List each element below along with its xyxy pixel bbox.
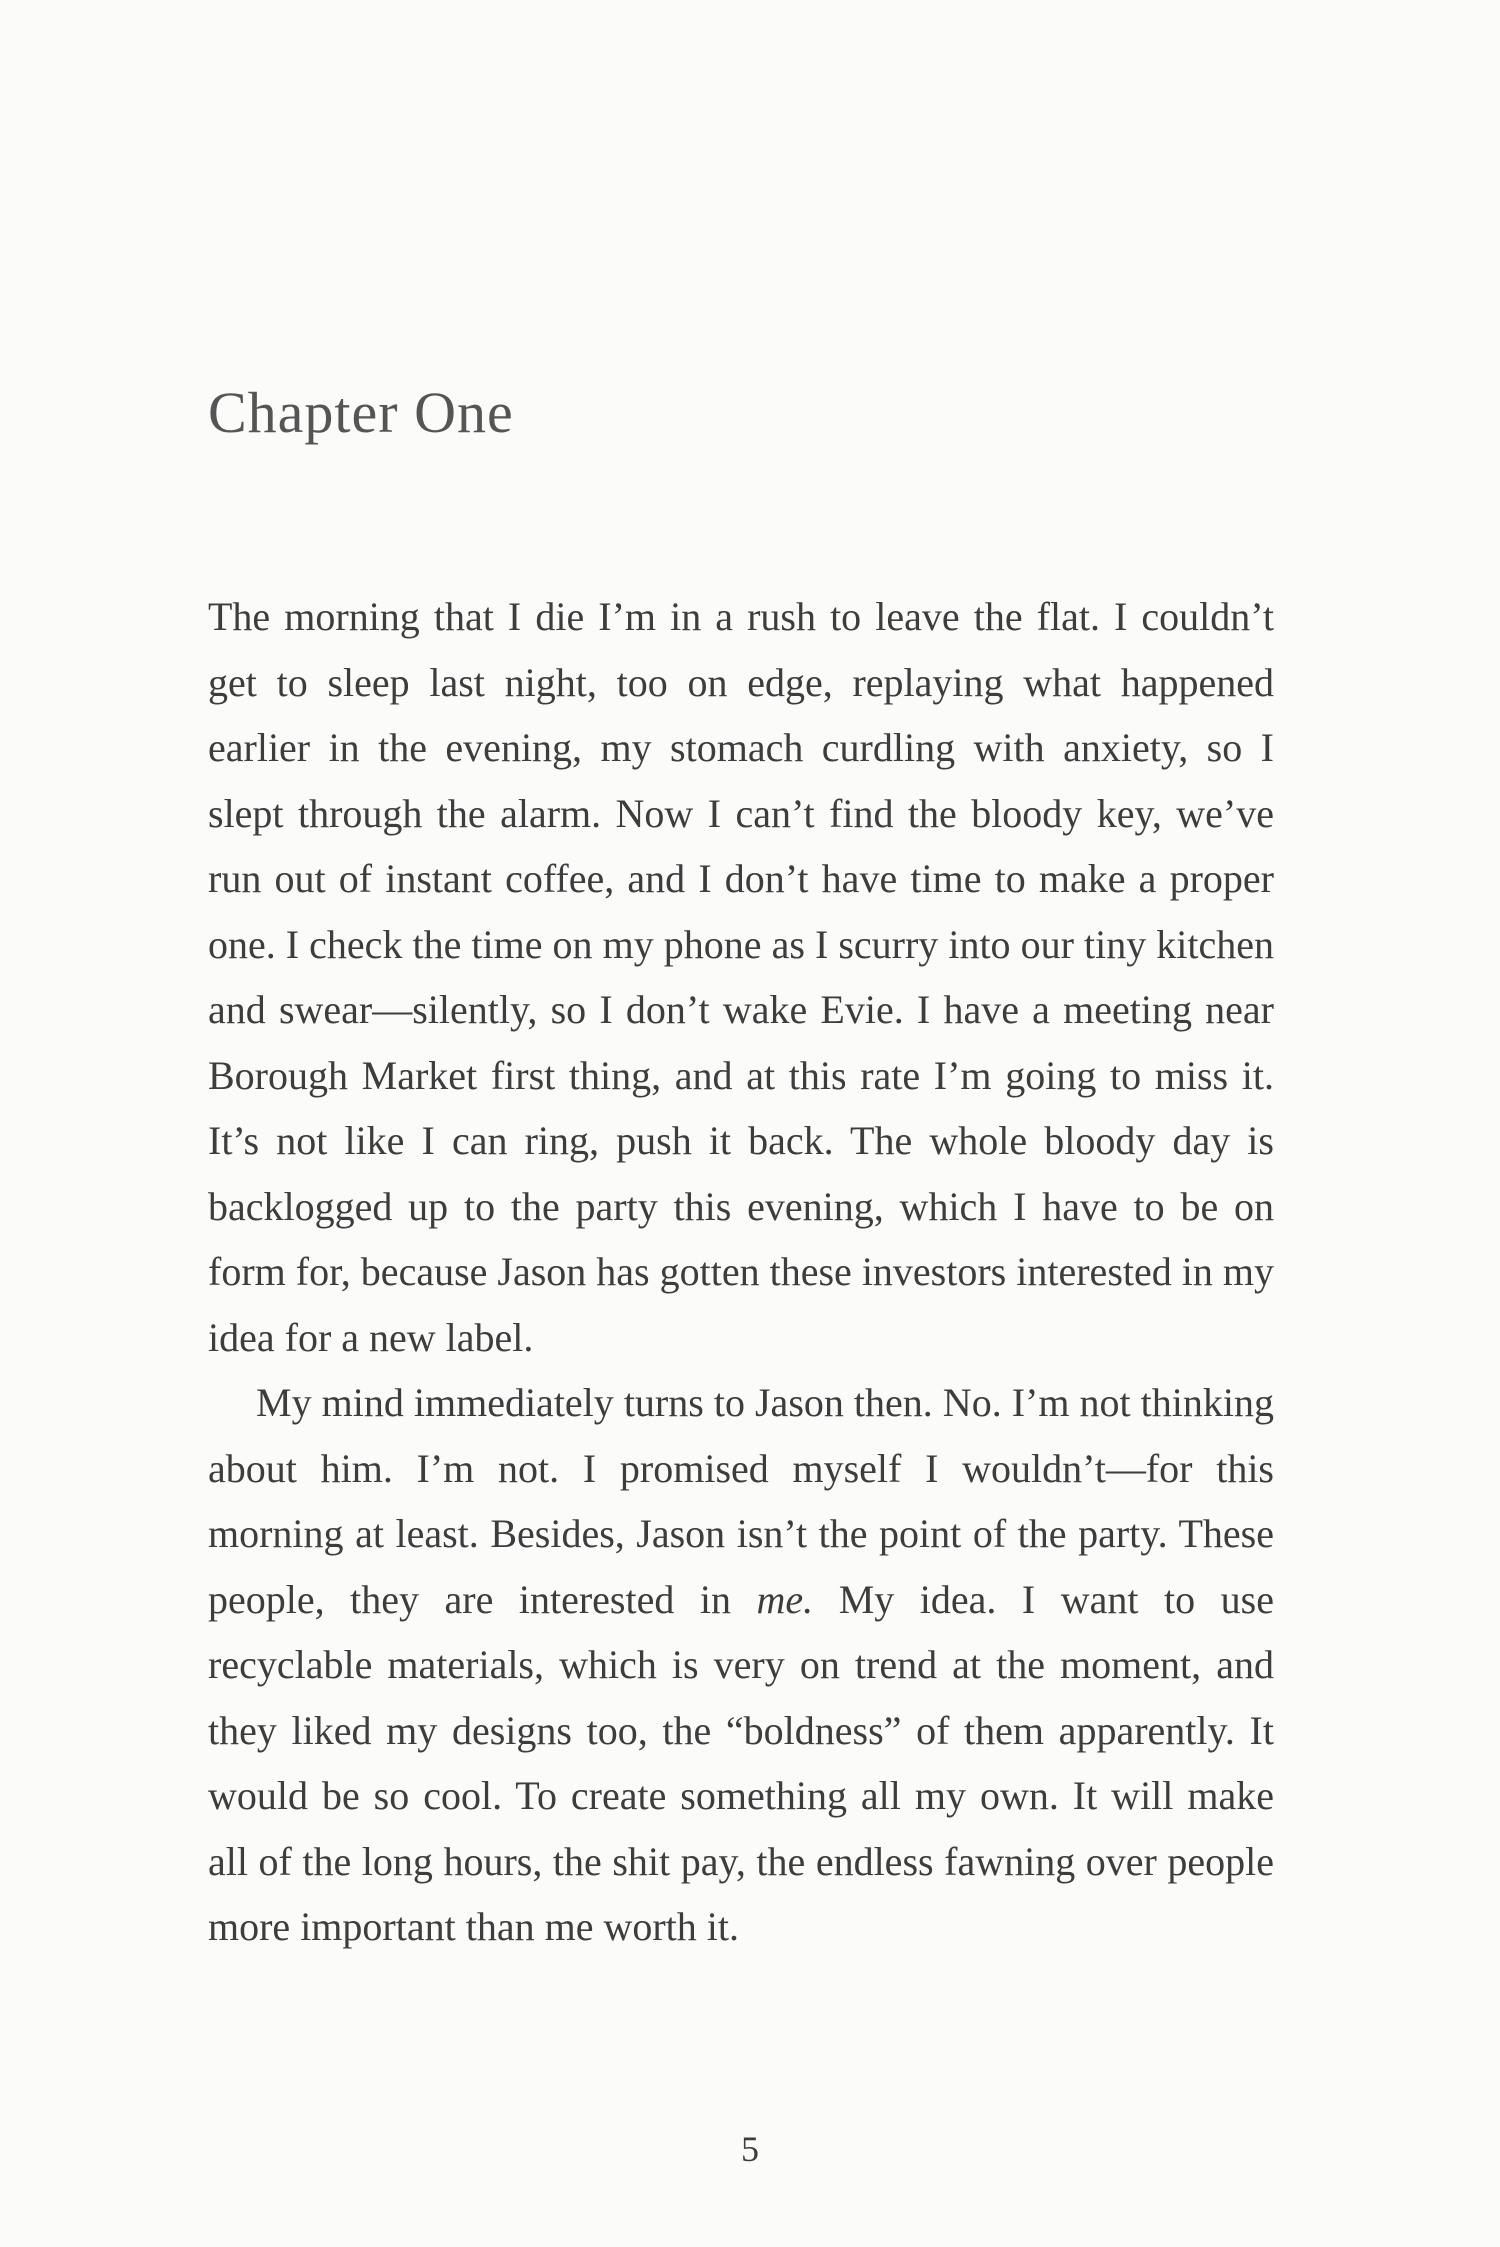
chapter-title: Chapter One [208, 380, 514, 445]
emphasis-me: me. [756, 1576, 814, 1622]
paragraph-2 [208, 1370, 1274, 1960]
paragraph-2-part-2: My idea. I want to use recyclable materials, which is very on trend at the moment, and they liked my designs too, the “boldness” of them apparently. It would be so cool. To create something all my own. It will make all of the long hours, the shit pay, the endless fawning over people more important than me worth it. [208, 1576, 1274, 1949]
page-number: 5 [741, 2129, 759, 2169]
paragraph-1: The morning that I die I’m in a rush to leave the flat. I couldn’t get to sleep last night, too on edge, replaying what happened earlier in the evening, my stomach curdling with anxiety, so I slept through the alarm. Now I can’t find the bloody key, we’ve run out of instant coffee, and I don’t have time to make a proper one. I check the time on my phone as I scurry into our tiny kitchen and swear—silently, so I don’t wake Evie. I have a meeting near Borough Market first thing, and at this rate I’m going to miss it. It’s not like I can ring, push it back. The whole bloody day is backlogged up to the party this evening, which I have to be on form for, because Jason has gotten these investors interested in my idea for a new label. [208, 594, 1274, 1360]
chapter-body [208, 584, 1274, 1960]
paragraph-2-part-1: My mind immediately turns to Jason then. No. I’m not thinking about him. I’m not. I promised myself I wouldn’t—for this morning at least. Besides, Jason isn’t the point of the party. These people, they are interested in [208, 1380, 1274, 1622]
